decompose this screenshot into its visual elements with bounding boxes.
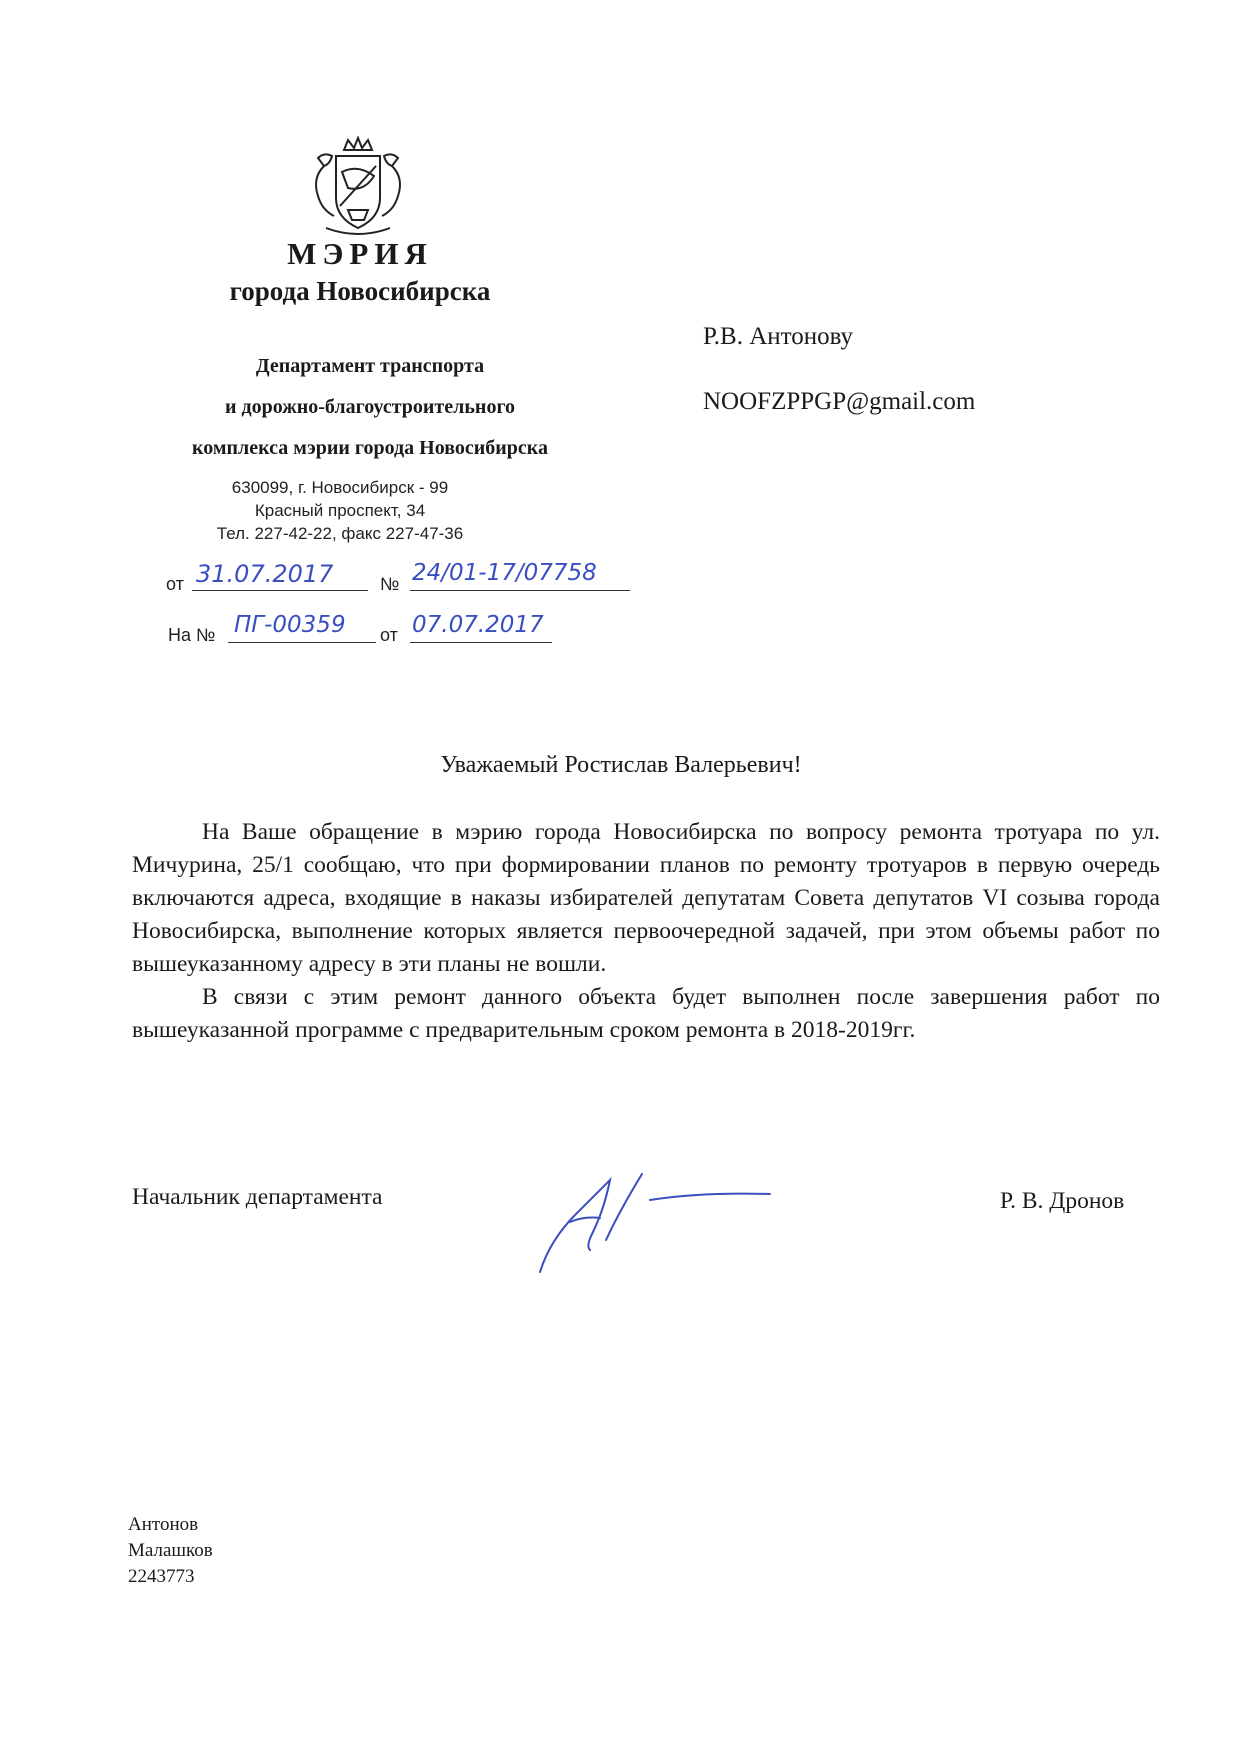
address-line: Тел. 227-42-22, факс 227-47-36 [216,524,464,543]
department-name [130,346,610,469]
reply-date-underline [410,642,552,643]
executor-line: Малашков [128,1540,213,1561]
greeting: Уважаемый Ростислав Валерьевич! [440,752,802,778]
executor-line: Антонов [128,1514,199,1535]
handwritten-signature [530,1160,790,1280]
signatory-name: Р. В. Дронов [1000,1188,1125,1214]
signatory-title: Начальник департамента [132,1184,383,1210]
reply-number: ПГ-00359 [234,612,346,638]
recipient-name: Р.В. Антонову [703,323,854,350]
department-address [190,476,490,545]
registration-date: 31.07.2017 [196,560,334,588]
registration-number: 24/01-17/07758 [412,560,597,586]
date-underline [192,590,368,591]
reply-number-underline [228,642,376,643]
department-line: Департамент транспорта [255,355,485,377]
reply-from-label: от [380,625,398,645]
reply-label: На № [168,625,216,645]
org-city: города Новосибирска [229,276,491,306]
reply-date: 07.07.2017 [412,612,544,638]
executor-info [128,1512,213,1590]
executor-phone: 2243773 [128,1566,195,1587]
org-name: МЭРИЯ [287,236,433,271]
department-line: комплекса мэрии города Новосибирска [191,437,549,459]
address-line: 630099, г. Новосибирск - 99 [231,478,449,497]
body-paragraph: На Ваше обращение в мэрию города Новосибирска по вопросу ремонта тротуара по ул. Мичурина, 25/1 сообщаю, что при формировании планов по ремонту тротуаров в первую очередь включаются адреса, входящие в наказы избирателей депутатам Совета депутатов VI созыва города Новосибирска, выполнение которых является первоочередной задачей, при этом объемы работ по вышеуказанному адресу в эти планы не вошли. [132,819,1160,977]
address-line: Красный проспект, 34 [254,501,426,520]
novosibirsk-coat-of-arms-icon [304,136,412,242]
number-label: № [380,574,400,594]
number-underline [410,590,630,591]
letter-body [132,816,1160,1047]
body-paragraph: В связи с этим ремонт данного объекта будет выполнен после завершения работ по вышеуказанной программе с предварительным сроком ремонта в 2018-2019гг. [132,984,1160,1043]
department-line: и дорожно-благоустроительного [224,396,516,418]
recipient-email: NOOFZPPGP@gmail.com [703,388,976,415]
from-label: от [166,574,184,594]
letterhead-org [140,236,580,307]
